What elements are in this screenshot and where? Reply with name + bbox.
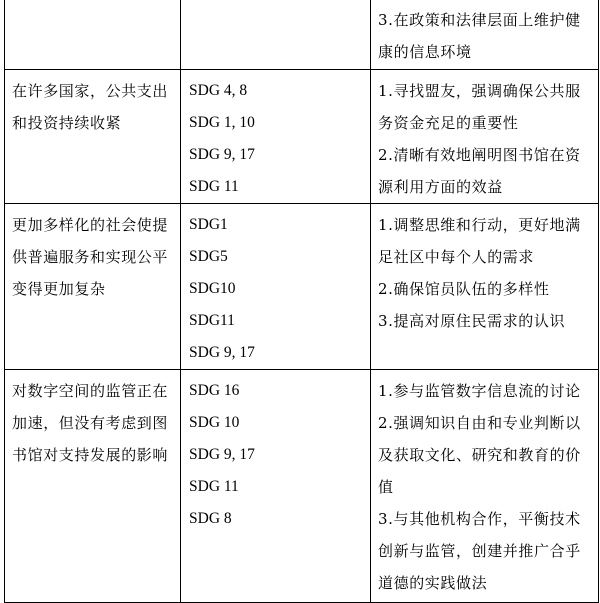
sdg-label: SDG10	[189, 280, 236, 297]
challenge-text	[5, 0, 180, 4]
sdg-label: SDG 9, 17	[189, 146, 255, 163]
sdg-label: SDG 8	[189, 510, 232, 527]
sdg-cell	[181, 0, 371, 70]
action-item: 1.参与监管数字信息流的讨论	[378, 382, 581, 400]
sdg-label: SDG 16	[189, 382, 240, 399]
sdg-list	[181, 204, 370, 369]
sdg-label: SDG 9, 17	[189, 446, 255, 463]
actions-cell	[371, 370, 599, 603]
sdg-label: SDG 4, 8	[189, 82, 248, 99]
challenge-text: 对数字空间的监管正在加速，但没有考虑到图书馆对支持发展的影响	[12, 382, 169, 464]
table-row	[5, 0, 599, 70]
sdg-label: SDG 11	[189, 178, 239, 195]
challenge-cell	[5, 370, 181, 603]
sdg-label: SDG 1, 10	[189, 114, 255, 131]
sdg-label: SDG1	[189, 216, 228, 233]
challenge-text: 在许多国家，公共支出和投资持续收紧	[12, 82, 169, 132]
sdg-label: SDG 9, 17	[189, 344, 255, 361]
sdg-label: SDG 10	[189, 414, 240, 431]
action-item: 1.调整思维和行动，更好地满足社区中每个人的需求	[378, 216, 581, 266]
sdg-label: SDG5	[189, 248, 228, 265]
action-item: 2.清晰有效地阐明图书馆在资源利用方面的效益	[378, 146, 581, 196]
action-item: 3.在政策和法律层面上维护健康的信息环境	[378, 11, 581, 61]
sdg-challenges-table	[4, 0, 599, 603]
actions-cell	[371, 70, 599, 204]
challenge-text: 更加多样化的社会使提供普遍服务和实现公平变得更加复杂	[12, 216, 169, 298]
table-row	[5, 70, 599, 204]
action-item: 3.与其他机构合作，平衡技术创新与监管，创建并推广合乎道德的实践做法	[378, 510, 581, 592]
sdg-cell	[181, 370, 371, 603]
action-item: 1.寻找盟友，强调确保公共服务资金充足的重要性	[378, 82, 581, 132]
sdg-list	[181, 0, 370, 4]
challenge-cell	[5, 0, 181, 70]
action-item: 2.强调知识自由和专业判断以及获取文化、研究和教育的价值	[378, 414, 581, 496]
sdg-label: SDG11	[189, 312, 235, 329]
table-row	[5, 204, 599, 370]
sdg-cell	[181, 204, 371, 370]
action-item: 3.提高对原住民需求的认识	[378, 312, 566, 330]
actions-cell	[371, 204, 599, 370]
challenge-cell	[5, 70, 181, 204]
action-item: 2.确保馆员队伍的多样性	[378, 280, 550, 298]
sdg-label: SDG 11	[189, 478, 239, 495]
challenge-cell	[5, 204, 181, 370]
sdg-list	[181, 70, 370, 203]
table-row	[5, 370, 599, 603]
sdg-cell	[181, 70, 371, 204]
actions-cell	[371, 0, 599, 70]
sdg-list	[181, 370, 370, 535]
